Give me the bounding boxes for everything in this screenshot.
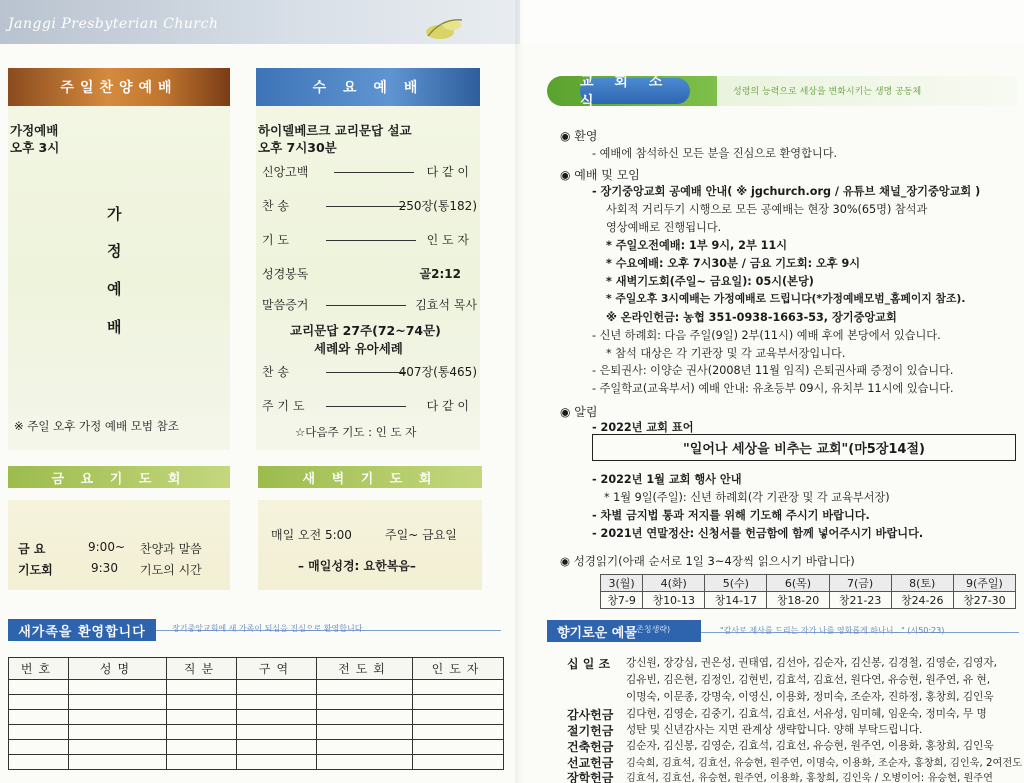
order-row <box>262 397 477 417</box>
dash-line <box>326 240 416 241</box>
reading-chapter: 창21-23 <box>829 592 891 609</box>
worship-line: * 참석 대상은 각 기관장 및 각 교육부서장입니다. <box>606 347 846 360</box>
friday-desc: 기도의 시간 <box>140 563 202 577</box>
table-row[interactable] <box>9 755 504 770</box>
dawn-days: 주일~ 금요일 <box>385 528 457 542</box>
table-row[interactable] <box>9 710 504 725</box>
worship-heading: ◉ 예배 및 모임 <box>560 168 640 182</box>
friday-time: 9:30 <box>91 561 118 575</box>
offering-header: 향기로운 예물 <box>547 620 701 642</box>
table-row[interactable] <box>9 680 504 695</box>
order-row <box>262 231 477 251</box>
col-title: 직분 <box>167 658 237 680</box>
reading-chapter: 창27-30 <box>953 592 1015 609</box>
reading-chapter: 창7-9 <box>601 592 643 609</box>
order-label: 성경봉독 <box>262 267 309 281</box>
notice-line: - 2021년 연말정산: 신청서를 헌금함에 함께 넣어주시기 바랍니다. <box>592 527 924 540</box>
sermon-title: 교리문답 27주(72~74문) <box>290 323 441 338</box>
wednesday-line1: 하이델베르크 교리문답 설교 <box>258 123 412 138</box>
reading-day: 7(금) <box>829 575 891 592</box>
offering-label: 건축헌금 <box>567 740 614 754</box>
col-district: 구역 <box>237 658 317 680</box>
notice-heading: ◉ 알림 <box>560 405 598 419</box>
sunday-note: ※ 주일 오후 가정 예배 모범 참조 <box>14 419 179 433</box>
dash-line <box>326 206 406 207</box>
dash-line <box>326 406 406 407</box>
church-motto: "일어나 세상을 비추는 교회"(마5장14절) <box>592 434 1016 461</box>
dash-line <box>326 305 406 306</box>
friday-label: 금 요 <box>18 542 46 556</box>
reading-days-row <box>601 575 1016 592</box>
wednesday-line2: 오후 7시30분 <box>258 140 337 155</box>
reading-day: 6(목) <box>767 575 829 592</box>
col-number: 번호 <box>9 658 69 680</box>
vertical-char: 정 <box>107 242 122 260</box>
order-value: 407장(통465) <box>398 365 477 379</box>
offering-names: 강신원, 장강심, 권은성, 권태엽, 김선아, 김순자, 김신봉, 김경철, 김영순, 김영자, <box>626 657 997 669</box>
reading-day: 4(화) <box>643 575 705 592</box>
page-fold <box>515 0 523 783</box>
church-name: Janggi Presbyterian Church <box>8 16 219 32</box>
worship-line: * 주일오후 3시예배는 가정예배로 드립니다(*가정예배모범_홈페이지 참조). <box>606 292 966 305</box>
worship-line: 사회적 거리두기 시행으로 모든 공예배는 현장 30%(65명) 참석과 <box>606 203 928 216</box>
sunday-service-name: 가정예배 <box>10 123 59 138</box>
order-label: 주 기 도 <box>262 399 305 413</box>
vertical-char: 예 <box>107 280 122 298</box>
friday-label: 기도회 <box>18 563 53 577</box>
reading-day: 5(수) <box>705 575 767 592</box>
newcomer-table <box>8 657 504 770</box>
offering-names: 김효석, 김효선, 유승현, 원주연, 이용화, 홍창희, 김인욱 / 오병이어: 유승현, 원주연 <box>626 773 993 783</box>
welcome-heading: ◉ 환영 <box>560 129 598 143</box>
friday-header: 금 요 기 도 회 <box>8 466 230 488</box>
offering-names: 김숙희, 김효석, 김효선, 유승현, 원주연, 이명숙, 이용화, 조순자, 홍창희, 김인욱, 2여전도 <box>626 758 1023 769</box>
offering-names: 성탄 및 신년감사는 지면 관계상 생략합니다. 양해 부탁드립니다. <box>626 724 923 736</box>
order-label: 기 도 <box>262 233 289 247</box>
table-header-row <box>9 658 504 680</box>
order-value: 250장(통182) <box>398 199 477 213</box>
reading-day: 3(월) <box>601 575 643 592</box>
reading-day: 8(토) <box>891 575 953 592</box>
order-value: 다 같 이 <box>426 165 469 179</box>
welcome-body: - 예배에 참석하신 모든 분을 진심으로 환영합니다. <box>592 147 838 160</box>
worship-line: 영상예배로 진행됩니다. <box>606 221 722 234</box>
offering-tag: (존칭생략) <box>633 625 671 634</box>
table-row[interactable] <box>9 725 504 740</box>
notice-line: - 2022년 교회 표어 <box>592 421 694 434</box>
order-label: 찬 송 <box>262 365 289 379</box>
offering-label: 선교헌금 <box>567 756 614 770</box>
dawn-time: 매일 오전 5:00 <box>271 528 352 542</box>
news-subtitle: 성령의 능력으로 세상을 변화시키는 생명 공동체 <box>733 87 922 97</box>
order-row <box>262 197 477 217</box>
dash-line <box>334 172 414 173</box>
reading-chapter: 창10-13 <box>643 592 705 609</box>
reading-chapter: 창14-17 <box>705 592 767 609</box>
worship-line: - 주일학교(교육부서) 예배 안내: 유초등부 09시, 유치부 11시에 있습니다. <box>592 382 954 395</box>
worship-line: - 은퇴권사: 이양순 권사(2008년 11월 임직) 은퇴권사패 증정이 있습니다. <box>592 364 954 377</box>
vertical-char: 가 <box>107 205 122 223</box>
offering-label: 절기헌금 <box>567 724 614 738</box>
order-label: 신앙고백 <box>262 165 309 179</box>
sermon-subtitle: 세례와 유아세례 <box>314 341 403 356</box>
online-offering: ※ 온라인헌금: 농협 351-0938-1663-53, 장기중앙교회 <box>606 311 897 324</box>
dawn-panel <box>258 500 482 590</box>
reading-chapter: 창24-26 <box>891 592 953 609</box>
friday-time: 9:00~ <box>88 540 126 554</box>
order-value: 인 도 자 <box>426 233 469 247</box>
dove-leaf-icon <box>418 12 470 42</box>
offering-label: 십 일 조 <box>567 657 611 671</box>
news-title: 교 회 소 식 <box>580 78 690 104</box>
offering-names: 김유빈, 김은현, 김정인, 김현빈, 김효석, 김효선, 원다연, 유승현, 원주연, 유 현, <box>626 674 991 686</box>
wednesday-header: 수 요 예 배 <box>256 68 480 106</box>
dawn-header: 새 벽 기 도 회 <box>258 466 482 488</box>
offering-names: 김다현, 김영순, 김중기, 김효석, 김효선, 서유성, 임미혜, 임운숙, 정미숙, 무 명 <box>626 708 987 720</box>
worship-line: - 신년 하례회: 다음 주일(9일) 2부(11시) 예배 후에 본당에서 있습니다. <box>592 329 941 342</box>
table-row[interactable] <box>9 695 504 710</box>
newcomer-note: 장기중앙교회에 새 가족이 되심을 진심으로 환영합니다. <box>172 624 365 633</box>
reading-day: 9(주일) <box>953 575 1015 592</box>
worship-line: - 장기중앙교회 공예배 안내( ※ jgchurch.org / 유튜브 채널_장기중앙교회 ) <box>592 185 981 198</box>
worship-line: * 새벽기도회(주일~ 금요일): 05시(본당) <box>606 275 814 288</box>
worship-line: * 주일오전예배: 1부 9시, 2부 11시 <box>606 239 788 252</box>
order-label: 찬 송 <box>262 199 289 213</box>
next-prayer: ☆다음주 기도 : 인 도 자 <box>295 425 417 439</box>
order-row <box>262 363 477 383</box>
worship-line: * 수요예배: 오후 7시30분 / 금요 기도회: 오후 9시 <box>606 257 861 270</box>
reading-table <box>600 574 1016 609</box>
vertical-char: 배 <box>107 318 122 336</box>
offering-label: 장학헌금 <box>567 771 614 783</box>
notice-line: * 1월 9일(주일): 신년 하례회(각 기관장 및 각 교육부서장) <box>604 491 890 504</box>
order-value: 김효석 목사 <box>415 298 477 312</box>
dash-line <box>326 372 406 373</box>
offering-label: 감사헌금 <box>567 708 614 722</box>
col-fellowship: 전도회 <box>317 658 413 680</box>
reading-chapters-row <box>601 592 1016 609</box>
offering-names: 이명숙, 이문종, 강명숙, 이영신, 이용화, 정미숙, 조순자, 진하정, 홍창희, 김인욱 <box>626 691 994 703</box>
reading-chapter: 창18-20 <box>767 592 829 609</box>
notice-line: - 2022년 1월 교회 행사 안내 <box>592 473 742 486</box>
newcomer-header: 새가족을 환영합니다 <box>8 619 156 641</box>
dawn-reading: – 매일성경: 요한복음– <box>298 559 416 573</box>
order-row <box>262 296 477 316</box>
order-value: 다 같 이 <box>426 399 469 413</box>
order-value: 골2:12 <box>419 267 461 281</box>
offering-verse: "감사로 제사를 드리는 자가 나를 영화롭게 하나니..." (시50:23) <box>720 626 945 635</box>
notice-line: - 차별 금지법 통과 저지를 위해 기도해 주시기 바랍니다. <box>592 509 870 522</box>
col-name: 성명 <box>69 658 167 680</box>
order-row <box>262 163 477 183</box>
sunday-header: 주일찬양예배 <box>8 68 230 106</box>
order-label: 말씀증거 <box>262 298 309 312</box>
header-band-right <box>520 0 1024 44</box>
friday-desc: 찬양과 말씀 <box>140 542 202 556</box>
offering-names: 김순자, 김신봉, 김영순, 김효석, 김효선, 유승현, 원주연, 이용화, 홍창희, 김인욱 <box>626 740 994 752</box>
col-guide: 인도자 <box>413 658 504 680</box>
reading-heading: ◉ 성경읽기(아래 순서로 1일 3~4장씩 읽으시기 바랍니다) <box>560 554 855 568</box>
order-row <box>262 265 477 285</box>
sunday-service-time: 오후 3시 <box>10 140 60 155</box>
table-row[interactable] <box>9 740 504 755</box>
